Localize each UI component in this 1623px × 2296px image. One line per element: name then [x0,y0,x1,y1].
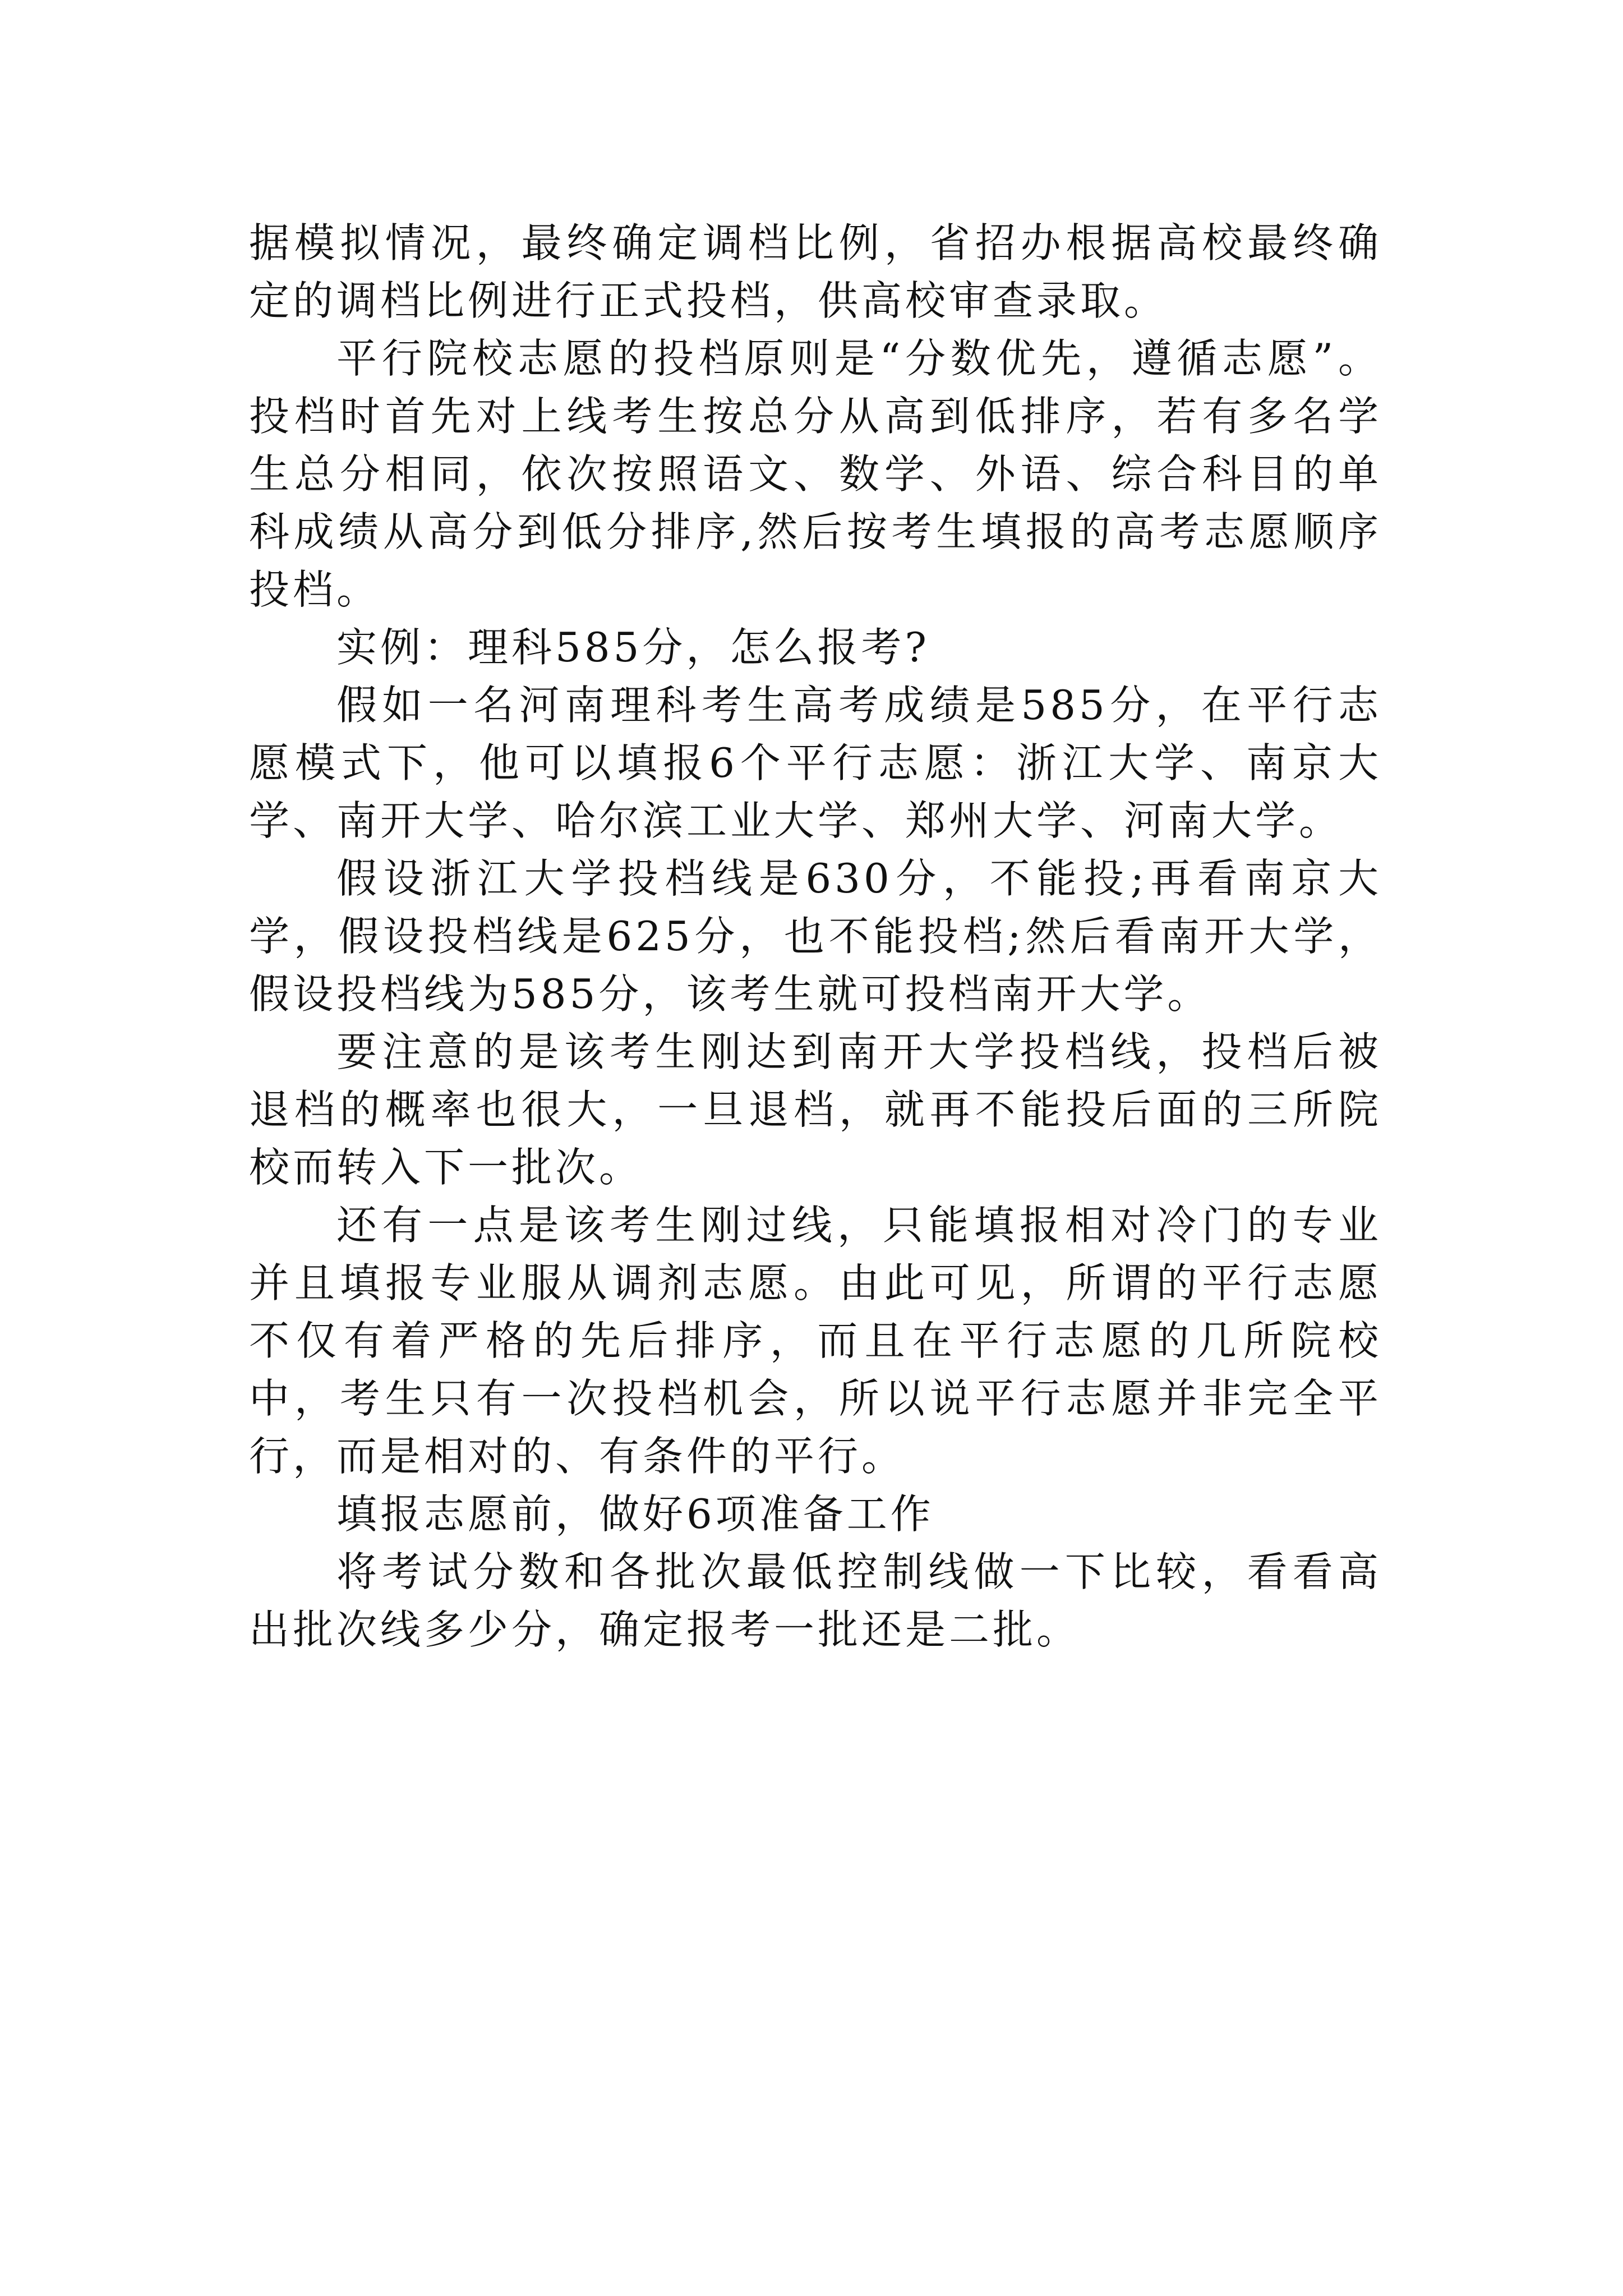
paragraph-6: 要注意的是该考生刚达到南开大学投档线，投档后被退档的概率也很大，一旦退档，就再不能投后面的三所院校而转入下一批次。 [249,1028,1382,1191]
paragraph-1: 据模拟情况，最终确定调档比例，省招办根据高校最终确定的调档比例进行正式投档，供高校审查录取。 [249,219,1382,324]
paragraph-8: 填报志愿前，做好6项准备工作 [336,1490,934,1538]
paragraph-7: 还有一点是该考生刚过线，只能填报相对冷门的专业并且填报专业服从调剂志愿。由此可见，所谓的平行志愿不仅有着严格的先后排序，而且在平行志愿的几所院校中，考生只有一次投档机会，所以说平行志愿并非完全平行，而是相对的、有条件的平行。 [249,1202,1382,1480]
paragraph-5: 假设浙江大学投档线是630分，不能投;再看南京大学，假设投档线是625分，也不能投档;然后看南开大学，假设投档线为585分，该考生就可投档南开大学。 [249,855,1382,1018]
document-body [249,214,1382,1659]
paragraph-9: 将考试分数和各批次最低控制线做一下比较，看看高出批次线多少分，确定报考一批还是二批。 [249,1548,1382,1653]
paragraph-3: 实例：理科585分，怎么报考? [336,624,930,671]
paragraph-2: 平行院校志愿的投档原则是“分数优先，遵循志愿”。投档时首先对上线考生按总分从高到低排序，若有多名学生总分相同，依次按照语文、数学、外语、综合科目的单科成绩从高分到低分排序,然后按考生填报的高考志愿顺序投档。 [249,335,1382,613]
paragraph-4: 假如一名河南理科考生高考成绩是585分，在平行志愿模式下，他可以填报6个平行志愿：浙江大学、南京大学、南开大学、哈尔滨工业大学、郑州大学、河南大学。 [249,682,1382,844]
